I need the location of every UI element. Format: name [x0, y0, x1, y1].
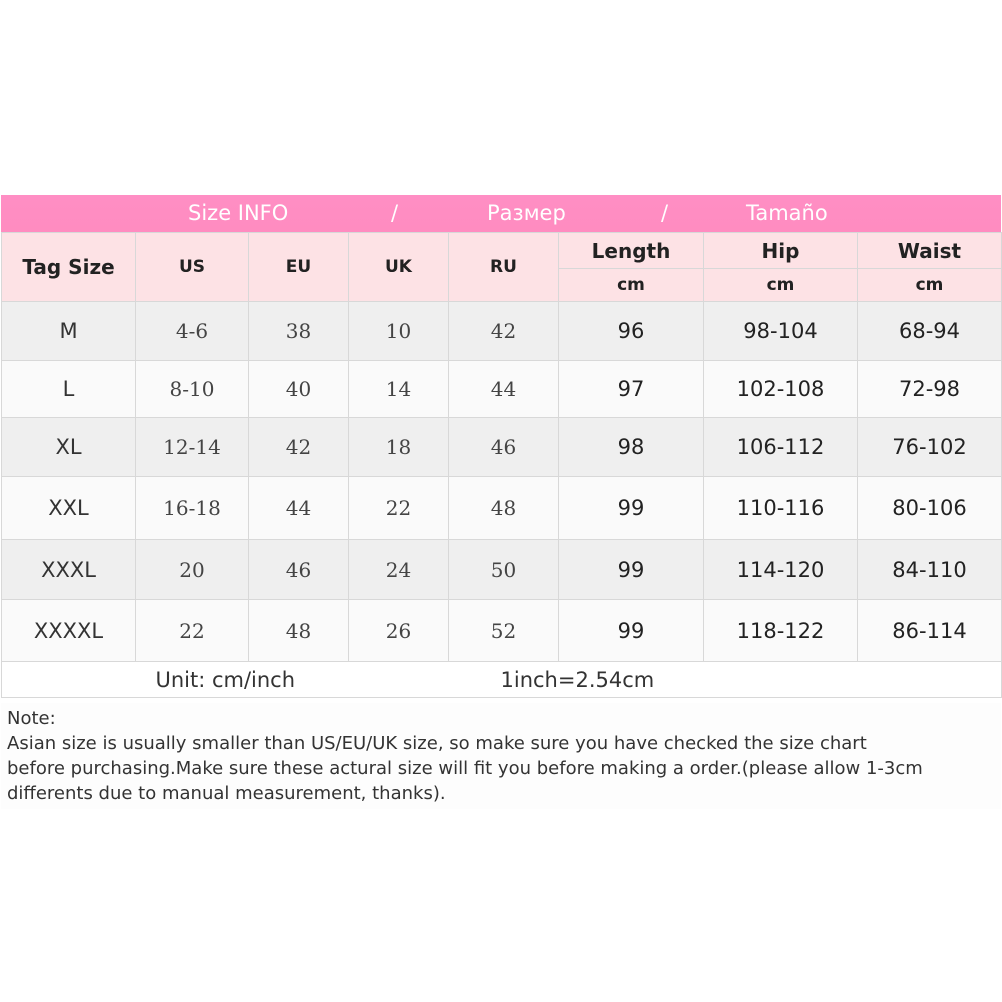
banner-title: Size INFO: [188, 201, 289, 225]
length-cell: 99: [559, 540, 704, 600]
uk-size-cell: 22: [349, 477, 449, 540]
eu-size-cell: 38: [249, 302, 349, 361]
size-info-banner: [1, 195, 1001, 232]
hip-cell: 106-112: [704, 418, 858, 477]
note-line: Asian size is usually smaller than US/EU/UK size, so make sure you have checked the size chart: [7, 733, 867, 754]
note-block: [1, 703, 1001, 809]
ru-size-cell: 42: [449, 302, 559, 361]
banner-separator: /: [661, 201, 669, 225]
tag-size-cell: M: [2, 302, 136, 361]
uk-size-cell: 26: [349, 600, 449, 662]
uk-size-cell: 14: [349, 361, 449, 418]
header-tag-size: Tag Size: [2, 233, 136, 302]
inch-conversion: 1inch=2.54cm: [449, 662, 1002, 698]
unit-row: [2, 662, 1002, 698]
us-size-cell: 20: [136, 540, 249, 600]
us-size-cell: 16-18: [136, 477, 249, 540]
hip-cell: 118-122: [704, 600, 858, 662]
waist-cell: 80-106: [858, 477, 1002, 540]
table-row: [2, 477, 1002, 540]
note-line: before purchasing.Make sure these actural size will fit you before making a order.(please allow 1-3cm: [7, 758, 923, 779]
hip-cell: 102-108: [704, 361, 858, 418]
length-cell: 99: [559, 600, 704, 662]
waist-cell: 72-98: [858, 361, 1002, 418]
header-us: US: [136, 233, 249, 302]
tag-size-cell: XXXL: [2, 540, 136, 600]
eu-size-cell: 48: [249, 600, 349, 662]
header-uk: UK: [349, 233, 449, 302]
table-row: [2, 361, 1002, 418]
waist-cell: 84-110: [858, 540, 1002, 600]
banner-title-ru: Размер: [487, 201, 566, 225]
eu-size-cell: 42: [249, 418, 349, 477]
us-size-cell: 4-6: [136, 302, 249, 361]
length-cell: 96: [559, 302, 704, 361]
header-length: Length: [559, 233, 704, 269]
note-line: differents due to manual measurement, thanks).: [7, 783, 446, 804]
uk-size-cell: 24: [349, 540, 449, 600]
ru-size-cell: 50: [449, 540, 559, 600]
size-chart: [1, 195, 1001, 806]
banner-title-es: Tamaño: [746, 201, 828, 225]
size-table: [1, 232, 1002, 698]
length-cell: 99: [559, 477, 704, 540]
header-waist: Waist: [858, 233, 1002, 269]
ru-size-cell: 52: [449, 600, 559, 662]
waist-cell: 76-102: [858, 418, 1002, 477]
header-ru: RU: [449, 233, 559, 302]
eu-size-cell: 40: [249, 361, 349, 418]
waist-cell: 86-114: [858, 600, 1002, 662]
us-size-cell: 22: [136, 600, 249, 662]
us-size-cell: 8-10: [136, 361, 249, 418]
length-cell: 98: [559, 418, 704, 477]
ru-size-cell: 48: [449, 477, 559, 540]
table-row: [2, 540, 1002, 600]
uk-size-cell: 18: [349, 418, 449, 477]
tag-size-cell: L: [2, 361, 136, 418]
tag-size-cell: XXXXL: [2, 600, 136, 662]
header-hip-unit: cm: [704, 269, 858, 302]
table-row: [2, 418, 1002, 477]
hip-cell: 98-104: [704, 302, 858, 361]
ru-size-cell: 44: [449, 361, 559, 418]
tag-size-cell: XL: [2, 418, 136, 477]
waist-cell: 68-94: [858, 302, 1002, 361]
note-heading: Note:: [7, 708, 56, 729]
header-length-unit: cm: [559, 269, 704, 302]
hip-cell: 114-120: [704, 540, 858, 600]
uk-size-cell: 10: [349, 302, 449, 361]
us-size-cell: 12-14: [136, 418, 249, 477]
header-hip: Hip: [704, 233, 858, 269]
tag-size-cell: XXL: [2, 477, 136, 540]
table-row: [2, 600, 1002, 662]
banner-separator: /: [391, 201, 399, 225]
table-row: [2, 302, 1002, 361]
eu-size-cell: 46: [249, 540, 349, 600]
header-waist-unit: cm: [858, 269, 1002, 302]
hip-cell: 110-116: [704, 477, 858, 540]
length-cell: 97: [559, 361, 704, 418]
unit-label: Unit: cm/inch: [2, 662, 449, 698]
ru-size-cell: 46: [449, 418, 559, 477]
eu-size-cell: 44: [249, 477, 349, 540]
header-eu: EU: [249, 233, 349, 302]
